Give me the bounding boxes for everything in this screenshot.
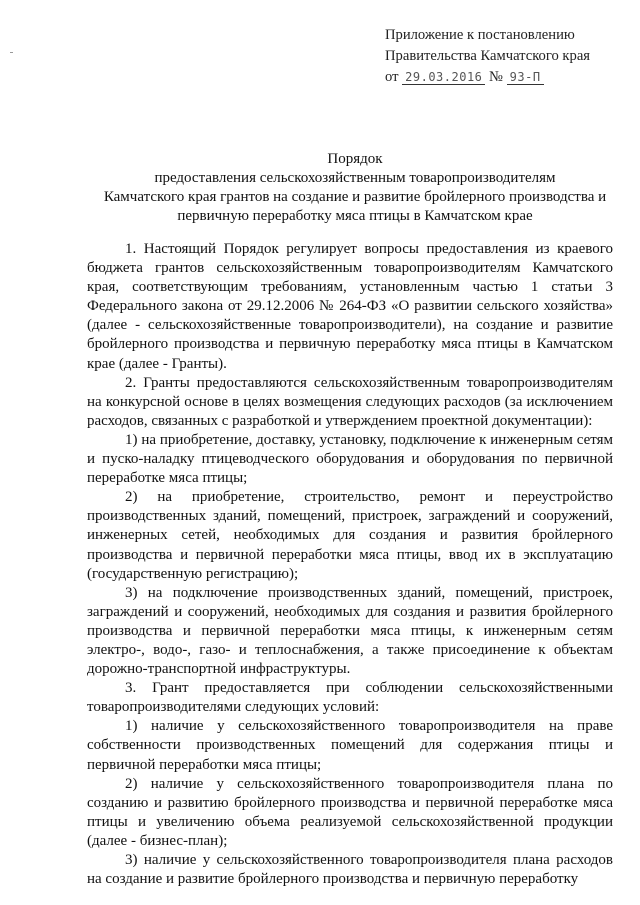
header-line-1: Приложение к постановлению xyxy=(385,27,575,43)
title-heading: Порядок xyxy=(327,151,383,167)
paragraph: 1) наличие у сельскохозяйственного товаропроизводителя на праве собственности производственных помещений для содержания птицы и первичной переработки мяса птицы; xyxy=(87,718,613,773)
paragraph: 3. Грант предоставляется при соблюдении сельскохозяйственными товаропроизводителями следующих условий: xyxy=(87,680,613,716)
header-line-2: Правительства Камчатского края xyxy=(385,48,591,64)
number-label: № xyxy=(489,69,503,85)
from-label: от xyxy=(385,69,399,85)
document-body xyxy=(87,240,613,889)
document-title xyxy=(85,150,625,226)
paragraph: 2. Гранты предоставляются сельскохозяйственным товаропроизводителям на конкурсной основе в целях возмещения следующих расходов (за исключением расходов, связанных с разработкой и утверждением проектной документации): xyxy=(87,374,613,429)
header-line-3 xyxy=(385,67,625,88)
title-line-1: предоставления сельскохозяйственным товаропроизводителям xyxy=(154,170,556,186)
paragraph: 3) на подключение производственных зданий, помещений, пристроек, заграждений и сооружений, необходимых для создания и развития бройлерного производства и первичной переработки мяса птицы, к инженерным сетям электро-, водо-, газо- и теплоснабжения, а также присоединение к объектам дорожно-транспортной инфраструктуры. xyxy=(87,584,613,678)
paragraph: 1. Настоящий Порядок регулирует вопросы предоставления из краевого бюджета грантов сельскохозяйственным товаропроизводителям Камчатского края, соответствующим требованиям, установленным частью 1 статьи 3 Федерального закона от 29.12.2006 № 264-ФЗ «О развитии сельского хозяйства» (далее - сельскохозяйственные товаропроизводители), на создание и развитие бройлерного производства и первичную переработку мяса птицы в Камчатском крае (далее - Гранты). xyxy=(87,241,613,372)
paragraph: 2) на приобретение, строительство, ремонт и переустройство производственных зданий, помещений, пристроек, заграждений и сооружений, инженерных сетей, необходимых для создания и развития бройлерного производства и первичной переработки мяса птицы, ввод их в эксплуатацию (государственную регистрацию); xyxy=(87,489,613,582)
title-line-2: Камчатского края грантов на создание и развитие бройлерного производства и xyxy=(103,189,607,205)
handwritten-number: 93-П xyxy=(507,70,544,85)
approval-header xyxy=(385,25,625,88)
scan-mark xyxy=(10,52,13,53)
paragraph: 1) на приобретение, доставку, установку, подключение к инженерным сетям и пуско-наладку птицеводческого оборудования и оборудования по первичной переработке мяса птицы; xyxy=(87,431,613,487)
handwritten-date: 29.03.2016 xyxy=(402,70,485,85)
paragraph: 3) наличие у сельскохозяйственного товаропроизводителя плана расходов на создание и развитие бройлерного производства и первичную переработку xyxy=(87,852,613,888)
paragraph: 2) наличие у сельскохозяйственного товаропроизводителя плана по созданию и развитию бройлерного производства и первичной переработке мяса птицы и увеличению объема реализуемой сельскохозяйственной продукции (далее - бизнес-план); xyxy=(87,775,613,849)
title-line-3: первичную переработку мяса птицы в Камчатском крае xyxy=(177,208,533,224)
